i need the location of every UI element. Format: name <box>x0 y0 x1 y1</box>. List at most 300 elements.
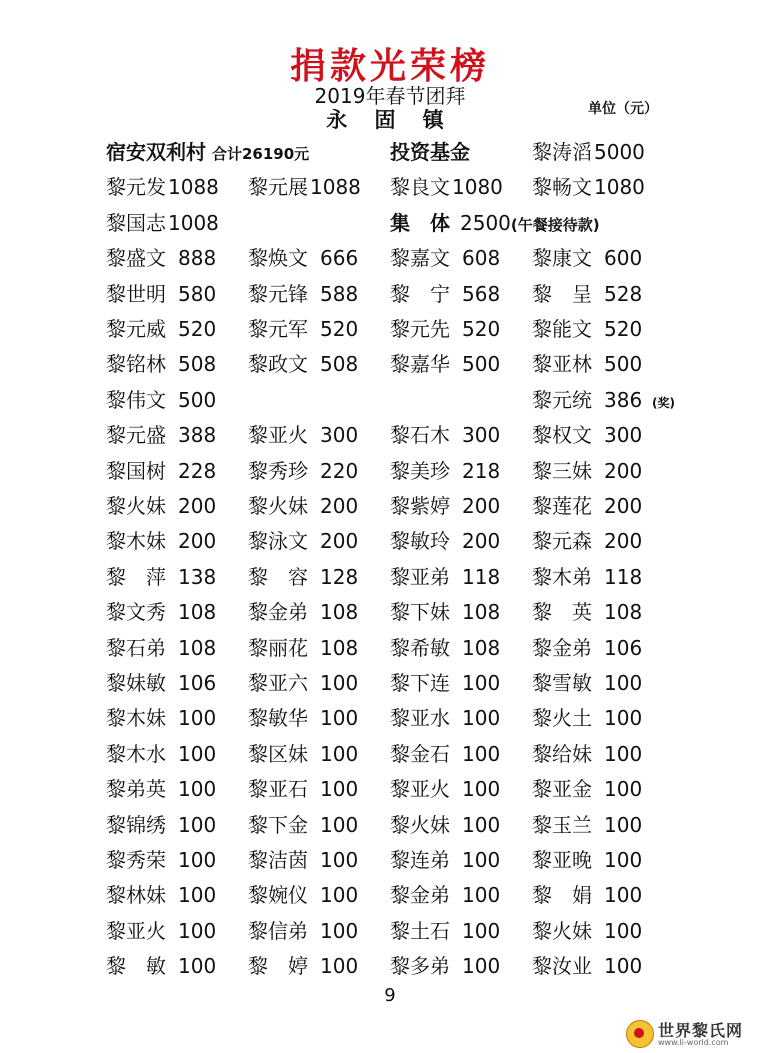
donor-row <box>0 279 780 313</box>
donor-name: 黎给妹 <box>532 742 592 766</box>
donation-amount: 100 <box>604 883 643 907</box>
donor-name: 黎敏玲 <box>390 529 450 553</box>
donation-amount: 100 <box>462 706 501 730</box>
donor-row <box>0 208 780 242</box>
donation-amount: 300 <box>320 423 359 447</box>
donor-name: 黎下妹 <box>390 600 450 624</box>
donor-row <box>0 385 780 419</box>
donor-entry <box>106 633 226 663</box>
donation-amount: 520 <box>604 317 643 341</box>
donor-entry <box>106 845 226 875</box>
donor-entry <box>106 668 226 698</box>
donation-amount: 100 <box>178 777 217 801</box>
donor-entry <box>106 951 226 981</box>
donation-amount: 220 <box>320 459 359 483</box>
donation-amount: 108 <box>462 636 501 660</box>
donor-name: 黎亚金 <box>532 777 592 801</box>
donor-entry <box>248 597 368 627</box>
donor-name: 黎区妹 <box>248 742 308 766</box>
donor-entry <box>390 880 510 910</box>
donor-row <box>0 845 780 879</box>
donor-entry <box>248 880 368 910</box>
donation-amount: 118 <box>462 565 501 589</box>
donation-amount: 588 <box>320 282 359 306</box>
donor-name: 黎亚石 <box>248 777 308 801</box>
donor-name: 黎 萍 <box>106 565 166 589</box>
donation-amount: 200 <box>462 494 501 518</box>
donor-entry <box>248 951 368 981</box>
donor-name: 黎元发 <box>106 175 166 199</box>
donor-entry <box>390 314 510 344</box>
donor-entry <box>390 916 510 946</box>
donation-amount: 1080 <box>594 175 645 199</box>
donor-name: 黎三妹 <box>532 459 592 483</box>
donor-entry <box>106 349 226 379</box>
donor-name: 黎元统 <box>532 388 592 412</box>
donor-entry <box>390 526 510 556</box>
donor-entry <box>390 951 510 981</box>
donor-name: 黎木弟 <box>532 565 592 589</box>
donation-amount: 100 <box>604 706 643 730</box>
donor-name: 黎金弟 <box>532 636 592 660</box>
donation-amount: 508 <box>178 352 217 376</box>
donor-entry <box>248 739 368 769</box>
donor-entry <box>532 526 652 556</box>
donation-amount: 106 <box>178 671 217 695</box>
donor-name: 黎丽花 <box>248 636 308 660</box>
donation-amount: 500 <box>178 388 217 412</box>
donor-entry <box>390 703 510 733</box>
donation-amount: 568 <box>462 282 501 306</box>
donor-entry <box>532 774 652 804</box>
donation-amount: 200 <box>462 529 501 553</box>
donor-entry <box>106 279 226 309</box>
donation-amount: 118 <box>604 565 643 589</box>
donor-row <box>0 810 780 844</box>
donation-amount: 100 <box>320 777 359 801</box>
donor-name: 黎洁茵 <box>248 848 308 872</box>
donor-name: 宿安双利村 <box>106 140 206 164</box>
donation-amount: 388 <box>178 423 217 447</box>
donor-row <box>0 633 780 667</box>
donor-entry <box>532 491 652 521</box>
donation-amount: 128 <box>320 565 359 589</box>
donor-name: 黎雪敏 <box>532 671 592 695</box>
donor-entry <box>248 172 361 202</box>
donor-name: 黎多弟 <box>390 954 450 978</box>
donor-name: 黎元威 <box>106 317 166 341</box>
donor-row <box>0 562 780 596</box>
donor-entry <box>248 279 368 309</box>
donor-name: 黎火妹 <box>248 494 308 518</box>
donation-amount: 1088 <box>310 175 361 199</box>
donor-entry <box>106 456 226 486</box>
donor-entry <box>532 633 652 663</box>
donor-entry <box>532 314 652 344</box>
donor-name: 黎金弟 <box>248 600 308 624</box>
donation-amount: 100 <box>320 813 359 837</box>
donation-amount: 228 <box>178 459 217 483</box>
donation-amount: 100 <box>320 848 359 872</box>
donor-name: 黎 容 <box>248 565 308 589</box>
donor-name: 黎良文 <box>390 175 450 199</box>
donor-name: 黎 敏 <box>106 954 166 978</box>
donation-amount: 108 <box>320 636 359 660</box>
unit-label: 单位（元） <box>588 101 658 117</box>
donor-entry <box>532 668 652 698</box>
site-logo[interactable] <box>618 1016 780 1050</box>
donor-entry <box>532 810 652 840</box>
donor-entry <box>248 810 368 840</box>
donor-name: 黎火土 <box>532 706 592 730</box>
donor-row <box>0 526 780 560</box>
donor-entry <box>248 774 368 804</box>
donation-amount: 100 <box>320 883 359 907</box>
donation-amount: 508 <box>320 352 359 376</box>
donation-amount: 100 <box>604 671 643 695</box>
donor-entry <box>248 916 368 946</box>
donor-name: 黎妹敏 <box>106 671 166 695</box>
donor-name: 黎伟文 <box>106 388 166 412</box>
seal-icon <box>626 1020 654 1048</box>
donor-entry <box>532 845 652 875</box>
donation-amount: 100 <box>462 742 501 766</box>
donor-name: 黎木水 <box>106 742 166 766</box>
donor-entry <box>532 880 652 910</box>
donor-name: 黎能文 <box>532 317 592 341</box>
donation-amount: 100 <box>462 813 501 837</box>
donation-amount: 200 <box>604 529 643 553</box>
donor-row <box>0 774 780 808</box>
donor-entry <box>106 243 226 273</box>
donation-amount: 888 <box>178 246 217 270</box>
donation-amount: 100 <box>320 954 359 978</box>
event-subtitle: 2019年春节团拜 <box>314 84 466 108</box>
donation-amount: 200 <box>320 529 359 553</box>
donor-name: 黎敏华 <box>248 706 308 730</box>
donation-amount: 200 <box>604 494 643 518</box>
donor-name: 黎锦绣 <box>106 813 166 837</box>
donor-entry <box>106 314 226 344</box>
donation-amount: 108 <box>462 600 501 624</box>
donation-amount: 100 <box>604 777 643 801</box>
donor-entry <box>248 491 368 521</box>
donation-amount: 528 <box>604 282 643 306</box>
donor-entry <box>248 562 368 592</box>
donor-entry <box>106 137 309 169</box>
donation-amount: 100 <box>604 954 643 978</box>
donor-row <box>0 172 780 206</box>
donor-entry <box>248 845 368 875</box>
donor-entry <box>106 208 219 238</box>
donor-name: 黎焕文 <box>248 246 308 270</box>
donor-entry <box>106 880 226 910</box>
donor-entry <box>532 703 652 733</box>
donor-name: 投资基金 <box>390 140 470 164</box>
donation-amount: 100 <box>320 671 359 695</box>
donation-amount: 100 <box>320 919 359 943</box>
donor-entry <box>532 597 652 627</box>
donation-amount: 300 <box>462 423 501 447</box>
donor-entry <box>248 633 368 663</box>
donor-name: 黎国树 <box>106 459 166 483</box>
donation-amount: 200 <box>604 459 643 483</box>
donation-amount: 666 <box>320 246 359 270</box>
donation-amount: 218 <box>462 459 501 483</box>
donor-entry <box>390 597 510 627</box>
donation-amount: 100 <box>462 883 501 907</box>
donor-row <box>0 951 780 985</box>
donor-name: 黎嘉文 <box>390 246 450 270</box>
donation-amount: 100 <box>462 848 501 872</box>
donor-entry <box>390 810 510 840</box>
donation-amount: 200 <box>178 529 217 553</box>
donor-name: 黎秀珍 <box>248 459 308 483</box>
donation-amount: 100 <box>462 919 501 943</box>
donation-amount: 520 <box>462 317 501 341</box>
donor-entry <box>532 562 652 592</box>
donor-entry <box>390 633 510 663</box>
donation-amount: 608 <box>462 246 501 270</box>
donation-amount: 100 <box>178 954 217 978</box>
donor-name: 黎元锋 <box>248 282 308 306</box>
donation-amount: 100 <box>178 706 217 730</box>
donor-entry <box>390 456 510 486</box>
donor-name: 黎亚水 <box>390 706 450 730</box>
donor-name: 黎金石 <box>390 742 450 766</box>
donor-entry <box>106 739 226 769</box>
donor-name: 黎石弟 <box>106 636 166 660</box>
donor-entry <box>106 526 226 556</box>
donor-name: 黎 宁 <box>390 282 450 306</box>
donor-name: 黎林妹 <box>106 883 166 907</box>
donor-name: 黎元盛 <box>106 423 166 447</box>
donation-amount: 138 <box>178 565 217 589</box>
donation-amount: 100 <box>178 813 217 837</box>
donor-name: 黎 娟 <box>532 883 592 907</box>
donor-entry <box>106 810 226 840</box>
donor-entry <box>532 279 652 309</box>
donor-name: 黎火妹 <box>390 813 450 837</box>
donor-row <box>0 491 780 525</box>
donor-name: 黎弟英 <box>106 777 166 801</box>
donor-name: 黎元展 <box>248 175 308 199</box>
donation-amount: 5000 <box>594 140 645 164</box>
donor-name: 黎权文 <box>532 423 592 447</box>
donation-amount: 108 <box>320 600 359 624</box>
donor-entry <box>106 420 226 450</box>
donor-name: 集 体 <box>390 211 450 235</box>
donor-entry <box>248 349 368 379</box>
donor-entry <box>248 420 368 450</box>
donor-name: 黎美珍 <box>390 459 450 483</box>
donor-name: 黎泳文 <box>248 529 308 553</box>
donation-amount: 100 <box>462 671 501 695</box>
donor-name: 黎秀荣 <box>106 848 166 872</box>
page-title: 捐款光荣榜 <box>289 45 490 87</box>
donor-name: 黎土石 <box>390 919 450 943</box>
donation-amount: 580 <box>178 282 217 306</box>
donor-name: 黎亚火 <box>106 919 166 943</box>
donor-name: 黎盛文 <box>106 246 166 270</box>
donor-entry <box>248 668 368 698</box>
donor-row <box>0 880 780 914</box>
donation-amount: 100 <box>178 919 217 943</box>
donor-row <box>0 420 780 454</box>
donor-entry <box>390 243 510 273</box>
donor-entry <box>532 420 652 450</box>
donor-entry <box>106 703 226 733</box>
donor-entry <box>532 739 652 769</box>
donation-amount: 520 <box>178 317 217 341</box>
donation-amount: 520 <box>320 317 359 341</box>
donation-amount: 100 <box>320 742 359 766</box>
donor-name: 黎木妹 <box>106 529 166 553</box>
donation-amount: 200 <box>178 494 217 518</box>
donation-note: (午餐接待款) <box>510 216 600 234</box>
donor-entry <box>532 951 652 981</box>
donation-amount: 108 <box>178 600 217 624</box>
donation-amount: 2500 <box>460 211 511 235</box>
donor-name: 黎亚晚 <box>532 848 592 872</box>
donation-amount: 100 <box>604 848 643 872</box>
donor-name: 黎嘉华 <box>390 352 450 376</box>
donor-name: 黎紫婷 <box>390 494 450 518</box>
donor-entry <box>390 774 510 804</box>
donor-entry <box>390 668 510 698</box>
donor-entry <box>390 172 503 202</box>
donor-entry <box>390 491 510 521</box>
donation-amount: 108 <box>178 636 217 660</box>
donor-name: 黎国志 <box>106 211 166 235</box>
donation-amount: 100 <box>462 954 501 978</box>
donation-amount: 100 <box>178 848 217 872</box>
town-name: 永 固 镇 <box>326 108 454 132</box>
donor-row <box>0 668 780 702</box>
donor-name: 黎 婷 <box>248 954 308 978</box>
donor-name: 黎石木 <box>390 423 450 447</box>
donor-row <box>0 739 780 773</box>
donor-row <box>0 456 780 490</box>
donor-name: 黎信弟 <box>248 919 308 943</box>
donor-name: 黎康文 <box>532 246 592 270</box>
donor-name: 黎亚火 <box>248 423 308 447</box>
donation-amount: 合计26190元 <box>212 145 310 163</box>
donor-name: 黎政文 <box>248 352 308 376</box>
donation-amount: 500 <box>462 352 501 376</box>
donor-name: 黎亚弟 <box>390 565 450 589</box>
donor-entry <box>390 279 510 309</box>
donor-name: 黎世明 <box>106 282 166 306</box>
donor-entry <box>390 208 600 240</box>
logo-url: www.li-world.com <box>658 1038 729 1047</box>
donor-name: 黎汝业 <box>532 954 592 978</box>
donor-entry <box>248 314 368 344</box>
donation-amount: 100 <box>178 883 217 907</box>
donation-amount: 100 <box>604 742 643 766</box>
donor-row <box>0 703 780 737</box>
donation-amount: 100 <box>320 706 359 730</box>
donation-amount: 100 <box>178 742 217 766</box>
donor-entry <box>390 349 510 379</box>
donation-amount: 200 <box>320 494 359 518</box>
donor-row <box>0 916 780 950</box>
donor-entry <box>532 172 645 202</box>
donor-name: 黎铭林 <box>106 352 166 376</box>
donor-name: 黎玉兰 <box>532 813 592 837</box>
donor-entry <box>532 349 652 379</box>
donor-entry <box>248 526 368 556</box>
donor-name: 黎文秀 <box>106 600 166 624</box>
donation-amount: 1008 <box>168 211 219 235</box>
donor-entry <box>106 172 219 202</box>
donor-name: 黎亚六 <box>248 671 308 695</box>
donor-name: 黎涛滔 <box>532 140 592 164</box>
donor-entry <box>532 385 675 418</box>
donor-entry <box>390 137 524 167</box>
donation-amount: 100 <box>604 919 643 943</box>
donor-entry <box>248 456 368 486</box>
donor-entry <box>248 703 368 733</box>
donation-amount: 1080 <box>452 175 503 199</box>
donation-amount: 100 <box>604 813 643 837</box>
donation-amount: 500 <box>604 352 643 376</box>
donor-row <box>0 243 780 277</box>
donor-entry <box>390 845 510 875</box>
donor-entry <box>248 243 368 273</box>
donor-name: 黎 英 <box>532 600 592 624</box>
donor-name: 黎元军 <box>248 317 308 341</box>
donor-name: 黎金弟 <box>390 883 450 907</box>
donor-row <box>0 597 780 631</box>
donor-name: 黎亚火 <box>390 777 450 801</box>
donation-amount: 386 <box>604 388 643 412</box>
donor-name: 黎火妹 <box>106 494 166 518</box>
donor-name: 黎希敏 <box>390 636 450 660</box>
donation-amount: 300 <box>604 423 643 447</box>
donor-entry <box>106 774 226 804</box>
donation-amount: 100 <box>462 777 501 801</box>
donor-name: 黎亚林 <box>532 352 592 376</box>
donor-name: 黎元森 <box>532 529 592 553</box>
donor-name: 黎木妹 <box>106 706 166 730</box>
donor-name: 黎下连 <box>390 671 450 695</box>
donor-entry <box>106 562 226 592</box>
donation-note: (奖) <box>652 396 675 410</box>
donor-name: 黎莲花 <box>532 494 592 518</box>
donor-entry <box>106 385 226 415</box>
page-number: 9 <box>384 985 396 1006</box>
donor-name: 黎下金 <box>248 813 308 837</box>
donor-name: 黎 呈 <box>532 282 592 306</box>
donor-entry <box>532 243 652 273</box>
donor-row <box>0 349 780 383</box>
donor-entry <box>390 562 510 592</box>
donation-amount: 108 <box>604 600 643 624</box>
donor-entry <box>106 491 226 521</box>
donation-amount: 1088 <box>168 175 219 199</box>
donor-entry <box>390 739 510 769</box>
donor-entry <box>532 456 652 486</box>
donor-name: 黎元先 <box>390 317 450 341</box>
donor-entry <box>532 916 652 946</box>
donor-row <box>0 137 780 171</box>
donor-entry <box>532 137 645 167</box>
donor-entry <box>106 916 226 946</box>
donor-entry <box>390 420 510 450</box>
donor-name: 黎连弟 <box>390 848 450 872</box>
donor-name: 黎火妹 <box>532 919 592 943</box>
